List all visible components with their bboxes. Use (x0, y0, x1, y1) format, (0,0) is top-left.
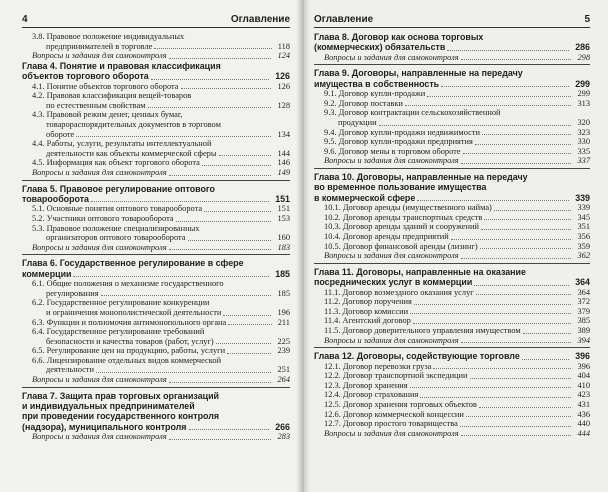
toc-entry-text: 12.1. Договор перевозки груза (324, 361, 432, 371)
toc-entry-text: в коммерческой сфере (314, 192, 416, 203)
toc-questions (314, 156, 590, 166)
toc-page-number: 337 (577, 156, 590, 166)
dot-leader (475, 144, 572, 145)
page-number: 4 (22, 14, 28, 25)
toc-entry-text: 6.4. Государственное регулирование требований (32, 327, 205, 337)
toc-section (314, 362, 590, 372)
page-header-right (314, 14, 590, 28)
toc-entry-text: Глава 8. Договор как основа торговых (314, 32, 484, 42)
toc-questions (314, 53, 590, 63)
toc-section (314, 137, 590, 147)
toc-entry-text: 4.4. Работы, услуги, результаты интеллектуальной (32, 139, 212, 149)
toc-page-number: 153 (277, 213, 290, 223)
toc-entry-text: 12.7. Договор простого товарищества (324, 419, 458, 429)
toc-entry-text: 11.3. Договор комиссии (324, 306, 409, 316)
dot-leader (494, 210, 572, 211)
toc-section (22, 139, 290, 158)
toc-page-number: 283 (277, 432, 290, 442)
toc-entry-text: 5.2. Участники оптового товарооборота (32, 213, 174, 223)
toc-entry-text: Вопросы и задания для самоконтроля (32, 375, 167, 385)
toc-entry-text: 10.2. Договор аренды транспортных средств (324, 212, 483, 222)
toc-page-number: 211 (277, 317, 290, 327)
dot-leader (451, 239, 572, 240)
toc-questions (314, 429, 590, 439)
toc-entry-text: Глава 7. Защита прав торговых организаций (22, 390, 219, 401)
toc-page-number: 183 (277, 242, 290, 252)
toc-entry-text: 6.2. Государственное регулирование конкуренции (32, 298, 210, 308)
toc-section (314, 410, 590, 420)
toc-page-number: 379 (577, 306, 590, 316)
toc-page-number: 423 (577, 390, 590, 400)
toc-entry-text: Вопросы и задания для самоконтроля (32, 432, 167, 442)
toc-entry-text: безопасности и качества товаров (работ, услуг) (46, 336, 214, 346)
toc-page-number: 151 (277, 204, 290, 214)
toc-section (22, 82, 290, 92)
toc-page-number: 126 (277, 81, 290, 91)
toc-section (314, 381, 590, 391)
toc-section (314, 213, 590, 223)
dot-leader (433, 368, 571, 369)
dot-leader (482, 134, 571, 135)
toc-entry-text: 5.1. Основные понятия оптового товарооборота (32, 204, 203, 214)
toc-chapter (314, 64, 590, 89)
toc-entry-text: Вопросы и задания для самоконтроля (324, 251, 459, 261)
toc-questions (22, 51, 290, 61)
dot-leader (427, 96, 571, 97)
toc-list-right (314, 32, 590, 438)
dot-leader (176, 221, 272, 222)
toc-section (22, 327, 290, 346)
toc-page-number: 298 (577, 52, 590, 62)
dot-leader (461, 163, 572, 164)
toc-section (22, 224, 290, 243)
toc-page-number: 126 (275, 71, 290, 82)
dot-leader (228, 324, 271, 325)
dot-leader (96, 372, 271, 373)
toc-entry-text: 10.3. Договор аренды зданий и сооружений (324, 222, 479, 232)
toc-section (22, 356, 290, 375)
toc-page-number: 372 (577, 297, 590, 307)
dot-leader (417, 200, 569, 201)
toc-chapter (22, 61, 290, 82)
toc-page-number: 124 (277, 51, 290, 61)
toc-section (22, 110, 290, 139)
toc-entry-text: и ограничения монополистической деятельности (46, 307, 222, 317)
toc-page-number: 436 (577, 409, 590, 419)
toc-page-number: 286 (575, 42, 590, 53)
toc-entry-text: 9.5. Договор купли-продажи предприятия (324, 137, 473, 147)
toc-chapter (314, 347, 590, 361)
dot-leader (188, 240, 272, 241)
toc-entry-text: 12.3. Договор хранения (324, 380, 408, 390)
toc-page-number: 364 (577, 287, 590, 297)
toc-page-number: 351 (577, 222, 590, 232)
toc-entry-text: 12.4. Договор страхования (324, 390, 419, 400)
dot-leader (461, 342, 572, 343)
toc-page-number: 431 (577, 399, 590, 409)
toc-page-number: 118 (277, 41, 290, 51)
toc-questions (22, 432, 290, 442)
toc-page-number: 364 (575, 277, 590, 288)
toc-entry-text: 6.6. Лицензирование отдельных видов коммерческой (32, 355, 222, 365)
dot-leader (461, 59, 572, 60)
dot-leader (189, 429, 270, 430)
toc-chapter (314, 32, 590, 53)
dot-leader (101, 295, 272, 296)
toc-section (314, 371, 590, 381)
dot-leader (474, 285, 569, 286)
toc-entry-text: Глава 9. Договоры, направленные на передачу (314, 68, 523, 79)
toc-questions (22, 375, 290, 385)
dot-leader (405, 105, 572, 106)
toc-page-number: 264 (277, 375, 290, 385)
toc-entry-text: 4.1. Понятие объектов торгового оборота (32, 81, 179, 91)
toc-page-number: 185 (277, 288, 290, 298)
toc-entry-text: регулирования (46, 288, 99, 298)
dot-leader (522, 359, 569, 360)
toc-entry-text: 9.3. Договор контрактации сельскохозяйственной (324, 108, 501, 118)
toc-page-number: 128 (277, 100, 290, 110)
dot-leader (216, 343, 272, 344)
toc-page-number: 330 (577, 137, 590, 147)
toc-entry-text: посреднических услуг в коммерции (314, 277, 473, 288)
toc-entry-text: предпринимателей в торговле (46, 41, 153, 51)
toc-page-number: 146 (277, 158, 290, 168)
toc-entry-text: 10.4. Договор аренды предприятий (324, 231, 449, 241)
left-page (0, 0, 302, 492)
toc-entry-text: 9.6. Договор мены в торговом обороте (324, 146, 461, 156)
toc-entry-text: (надзора), муниципального контроля (22, 421, 187, 432)
toc-entry-text: 11.1. Договор возмездного оказания услуг (324, 287, 474, 297)
toc-page-number: 444 (577, 428, 590, 438)
toc-page-number: 239 (277, 346, 290, 356)
dot-leader (169, 58, 272, 59)
page-number: 5 (584, 14, 590, 25)
toc-entry-text: Вопросы и задания для самоконтроля (324, 52, 459, 62)
toc-section (314, 147, 590, 157)
dot-leader (202, 165, 272, 166)
toc-section (314, 128, 590, 138)
toc-entry-text: во временное пользование имущества (314, 182, 487, 193)
toc-entry-text: Вопросы и задания для самоконтроля (324, 156, 459, 166)
toc-section (314, 419, 590, 429)
toc-entry-text: 6.1. Общие положения о механизме государственного (32, 279, 224, 289)
toc-entry-text: 11.5. Договор доверительного управления имуществом (324, 325, 521, 335)
toc-page-number: 404 (577, 371, 590, 381)
toc-entry-text: Вопросы и задания для самоконтроля (32, 51, 167, 61)
toc-questions (22, 243, 290, 253)
toc-entry-text: 10.1. Договор аренды (имущественного найма) (324, 203, 492, 213)
running-title: Оглавление (230, 14, 290, 25)
toc-page-number: 396 (575, 351, 590, 362)
dot-leader (476, 294, 572, 295)
toc-entry-text: Глава 10. Договоры, направленные на передачу (314, 171, 528, 182)
toc-entry-text: 12.2. Договор транспортной экспедиции (324, 371, 468, 381)
toc-entry-text: товарооборота (22, 193, 89, 204)
toc-page-number: 299 (577, 89, 590, 99)
toc-entry-text: 3.8. Правовое положение индивидуальных (32, 32, 185, 41)
toc-section (314, 108, 590, 127)
dot-leader (169, 249, 272, 250)
toc-entry-text: Глава 4. Понятие и правовая классификация (22, 60, 221, 71)
toc-entry-text: 9.1. Договор купли-продажи (324, 89, 426, 99)
dot-leader (441, 86, 569, 87)
toc-page-number: 251 (277, 365, 290, 375)
toc-page-number: 362 (577, 251, 590, 261)
toc-page-number: 339 (577, 203, 590, 213)
toc-entry-text: 4.5. Информация как объект торгового оборота (32, 158, 200, 168)
toc-entry-text: 9.4. Договор купли-продажи недвижимости (324, 127, 480, 137)
toc-page-number: 299 (575, 78, 590, 89)
toc-entry-text: организаторов оптового товарооборота (46, 233, 186, 243)
toc-section (314, 326, 590, 336)
toc-page-number: 396 (577, 361, 590, 371)
toc-entry-text: Вопросы и задания для самоконтроля (324, 428, 459, 438)
toc-page-number: 266 (275, 421, 290, 432)
toc-page-number: 394 (577, 335, 590, 345)
toc-page-number: 335 (577, 146, 590, 156)
toc-entry-text: Глава 11. Договоры, направленные на оказание (314, 266, 526, 277)
dot-leader (223, 315, 271, 316)
toc-entry-text: Глава 12. Договоры, содействующие торговле (314, 351, 520, 362)
toc-questions (314, 336, 590, 346)
dot-leader (480, 248, 572, 249)
dot-leader (410, 313, 571, 314)
toc-entry-text: 11.2. Договор поручения (324, 297, 412, 307)
toc-entry-text: 9.2. Договор поставки (324, 98, 403, 108)
toc-page-number: 196 (277, 307, 290, 317)
toc-entry-text: Вопросы и задания для самоконтроля (32, 167, 167, 177)
toc-entry-text: обороте (46, 129, 75, 139)
toc-entry-text: 5.3. Правовое положение специализированных (32, 223, 200, 233)
page-header-left (22, 14, 290, 28)
toc-section (22, 318, 290, 328)
toc-section (314, 307, 590, 317)
toc-page-number: 225 (277, 336, 290, 346)
toc-entry-text: 12.5. Договор хранения торговых объектов (324, 399, 477, 409)
toc-section (314, 288, 590, 298)
dot-leader (169, 439, 272, 440)
toc-entry-text: 12.6. Договор коммерческой концессии (324, 409, 464, 419)
dot-leader (470, 378, 572, 379)
toc-entry-text: 4.2. Правовая классификация вещей-товаров (32, 91, 192, 101)
dot-leader (461, 258, 572, 259)
toc-chapter (314, 263, 590, 288)
toc-section (314, 232, 590, 242)
toc-chapter (314, 168, 590, 203)
toc-page-number: 185 (275, 268, 290, 279)
dot-leader (479, 407, 572, 408)
toc-section (314, 89, 590, 99)
toc-questions (314, 251, 590, 261)
toc-page-number: 440 (577, 419, 590, 429)
toc-page-number: 410 (577, 380, 590, 390)
toc-questions (22, 168, 290, 178)
toc-page-number: 385 (577, 316, 590, 326)
toc-entry-text: объектов торгового оборота (22, 71, 149, 82)
toc-entry-text: деятельности (46, 365, 94, 375)
toc-entry-text: по естественным свойствам (46, 100, 146, 110)
toc-entry-text: Вопросы и задания для самоконтроля (32, 242, 167, 252)
toc-page-number: 149 (277, 167, 290, 177)
toc-page-number: 313 (577, 98, 590, 108)
toc-page-number: 160 (277, 233, 290, 243)
toc-section (314, 297, 590, 307)
toc-entry-text: Глава 5. Правовое регулирование оптового (22, 183, 215, 194)
toc-page-number: 389 (577, 325, 590, 335)
toc-section (22, 298, 290, 317)
toc-page-number: 151 (275, 193, 290, 204)
dot-leader (466, 416, 572, 417)
dot-leader (76, 136, 271, 137)
toc-page-number: 339 (575, 192, 590, 203)
toc-section (314, 242, 590, 252)
dot-leader (91, 201, 269, 202)
toc-page-number: 345 (577, 212, 590, 222)
toc-entry-text: товарораспорядительных документов в торговом (46, 119, 221, 129)
toc-entry-text: коммерции (22, 268, 72, 279)
toc-entry-text: Вопросы и задания для самоконтроля (324, 335, 459, 345)
toc-entry-text: и индивидуальных предпринимателей (22, 401, 195, 412)
toc-section (22, 158, 290, 168)
toc-entry-text: 6.3. Функции и полномочия антимонопольного органа (32, 317, 227, 327)
toc-entry-text: 11.4. Агентский договор (324, 316, 411, 326)
toc-page-number: 320 (577, 118, 590, 127)
dot-leader (169, 382, 272, 383)
toc-chapter (22, 387, 290, 433)
toc-section (22, 279, 290, 298)
toc-entry-text: имущества в собственность (314, 78, 440, 89)
toc-entry-text: 6.5. Регулирование цен на продукцию, работы, услуги (32, 346, 226, 356)
toc-page-number: 356 (577, 231, 590, 241)
toc-section (314, 400, 590, 410)
dot-leader (148, 107, 272, 108)
dot-leader (151, 79, 269, 80)
dot-leader (219, 155, 272, 156)
dot-leader (73, 276, 269, 277)
toc-entry-text: при проведении государственного контроля (22, 411, 220, 422)
toc-section (22, 204, 290, 214)
toc-section (314, 203, 590, 213)
dot-leader (447, 50, 569, 51)
dot-leader (204, 211, 271, 212)
toc-section (22, 214, 290, 224)
dot-leader (484, 219, 571, 220)
toc-page-number: 323 (577, 127, 590, 137)
toc-section (314, 222, 590, 232)
dot-leader (413, 323, 572, 324)
toc-page-number: 144 (277, 148, 290, 158)
dot-leader (420, 397, 571, 398)
toc-entry-text: 10.5. Договор финансовой аренды (лизинг) (324, 241, 478, 251)
toc-entry-text: Глава 6. Государственное регулирование в сфере (22, 258, 244, 269)
toc-section (314, 390, 590, 400)
toc-section (22, 32, 290, 51)
dot-leader (461, 435, 572, 436)
dot-leader (481, 229, 571, 230)
toc-section (22, 346, 290, 356)
dot-leader (460, 426, 572, 427)
right-page (302, 0, 608, 492)
toc-page-number: 359 (577, 241, 590, 251)
running-title: Оглавление (314, 14, 374, 25)
toc-chapter (22, 180, 290, 205)
dot-leader (154, 48, 271, 49)
toc-chapter (22, 254, 290, 279)
toc-entry-text: деятельности как объекты коммерческой сферы (46, 148, 217, 158)
dot-leader (414, 304, 572, 305)
dot-leader (410, 387, 572, 388)
toc-entry-text: (коммерческих) обязательств (314, 42, 446, 53)
toc-page-number: 134 (277, 129, 290, 139)
toc-section (22, 91, 290, 110)
dot-leader (169, 175, 272, 176)
toc-entry-text: продукции (338, 118, 377, 127)
dot-leader (227, 353, 271, 354)
dot-leader (379, 125, 572, 126)
dot-leader (181, 88, 272, 89)
toc-section (314, 99, 590, 109)
dot-leader (463, 153, 572, 154)
toc-section (314, 316, 590, 326)
dot-leader (523, 333, 572, 334)
toc-entry-text: 4.3. Правовой режим денег, ценных бумаг, (32, 110, 183, 120)
toc-list-left (22, 32, 290, 442)
